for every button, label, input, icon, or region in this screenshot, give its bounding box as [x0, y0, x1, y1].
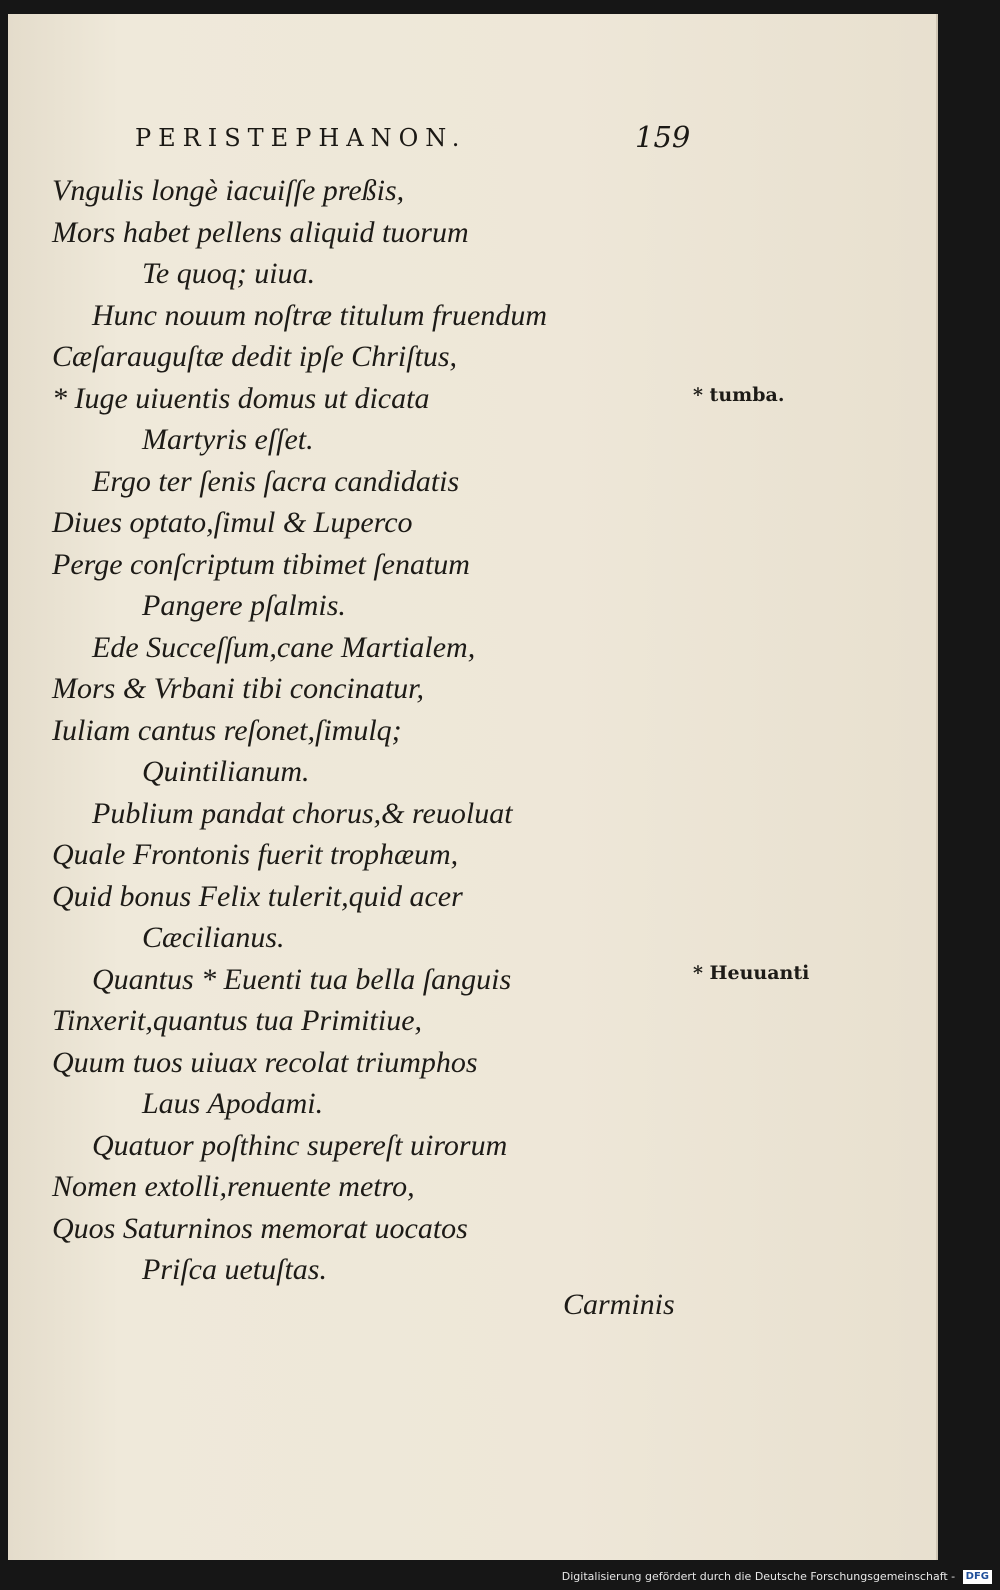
- verse-line: Cæcilianus.: [142, 921, 285, 954]
- running-head: PERISTEPHANON.: [135, 124, 467, 152]
- verse-line: Hunc nouum noſtræ titulum fruendum: [92, 298, 547, 332]
- verse-line: Ede Succeſſum,cane Martialem,: [92, 630, 476, 664]
- verse-line: Te quoq; uiua.: [142, 257, 316, 290]
- verse-line: Quatuor poſthinc supereſt uirorum: [92, 1128, 508, 1162]
- verse-line: Diues optato,ſimul & Luperco: [52, 506, 413, 539]
- digitization-credit: [562, 1567, 992, 1587]
- verse-line: Nomen extolli,renuente metro,: [52, 1170, 415, 1203]
- verse-line: Publium pandat chorus,& reuoluat: [92, 796, 513, 830]
- verse-line: Quantus * Euenti tua bella ſanguis: [92, 962, 512, 996]
- book-page: [8, 14, 938, 1560]
- verse-line: * Iuge uiuentis domus ut dicata: [52, 381, 430, 415]
- page-number: 159: [635, 120, 691, 154]
- verse-line: Pangere pſalmis.: [142, 589, 346, 622]
- credit-text: Digitalisierung gefördert durch die Deutsche Forschungsgemeinschaft -: [561, 1570, 956, 1583]
- verse-line: Perge conſcriptum tibimet ſenatum: [52, 547, 470, 581]
- verse-line: Quum tuos uiuax recolat triumphos: [52, 1045, 478, 1079]
- margin-note-heuuanti: * Heuuanti: [693, 962, 810, 984]
- verse-line: Quid bonus Felix tulerit,quid acer: [52, 879, 463, 913]
- verse-line: Cæſarauguſtæ dedit ipſe Chriſtus,: [52, 340, 458, 373]
- verse-text-block: [52, 170, 612, 1291]
- dfg-logo: DFG: [963, 1570, 992, 1584]
- verse-line: Tinxerit,quantus tua Primitiue,: [52, 1004, 423, 1037]
- verse-line: Quos Saturninos memorat uocatos: [52, 1211, 468, 1245]
- verse-line: Priſca uetuſtas.: [142, 1253, 327, 1286]
- verse-line: Laus Apodami.: [142, 1087, 324, 1120]
- verse-line: Ergo ter ſenis ſacra candidatis: [92, 464, 460, 498]
- verse-line: Quale Frontonis fuerit trophæum,: [52, 838, 459, 871]
- margin-note-tumba: * tumba.: [693, 384, 785, 406]
- verse-line: Mors & Vrbani tibi concinatur,: [52, 672, 424, 705]
- verse-line: Vngulis longè iacuiſſe preßis,: [52, 174, 405, 207]
- verse-line: Quintilianum.: [142, 755, 310, 788]
- page-header: [135, 120, 705, 164]
- verse-line: Iuliam cantus reſonet,ſimulq;: [52, 713, 402, 747]
- catchword: Carminis: [563, 1288, 675, 1321]
- verse-line: Martyris eſſet.: [142, 423, 314, 456]
- verse-line: Mors habet pellens aliquid tuorum: [52, 215, 469, 249]
